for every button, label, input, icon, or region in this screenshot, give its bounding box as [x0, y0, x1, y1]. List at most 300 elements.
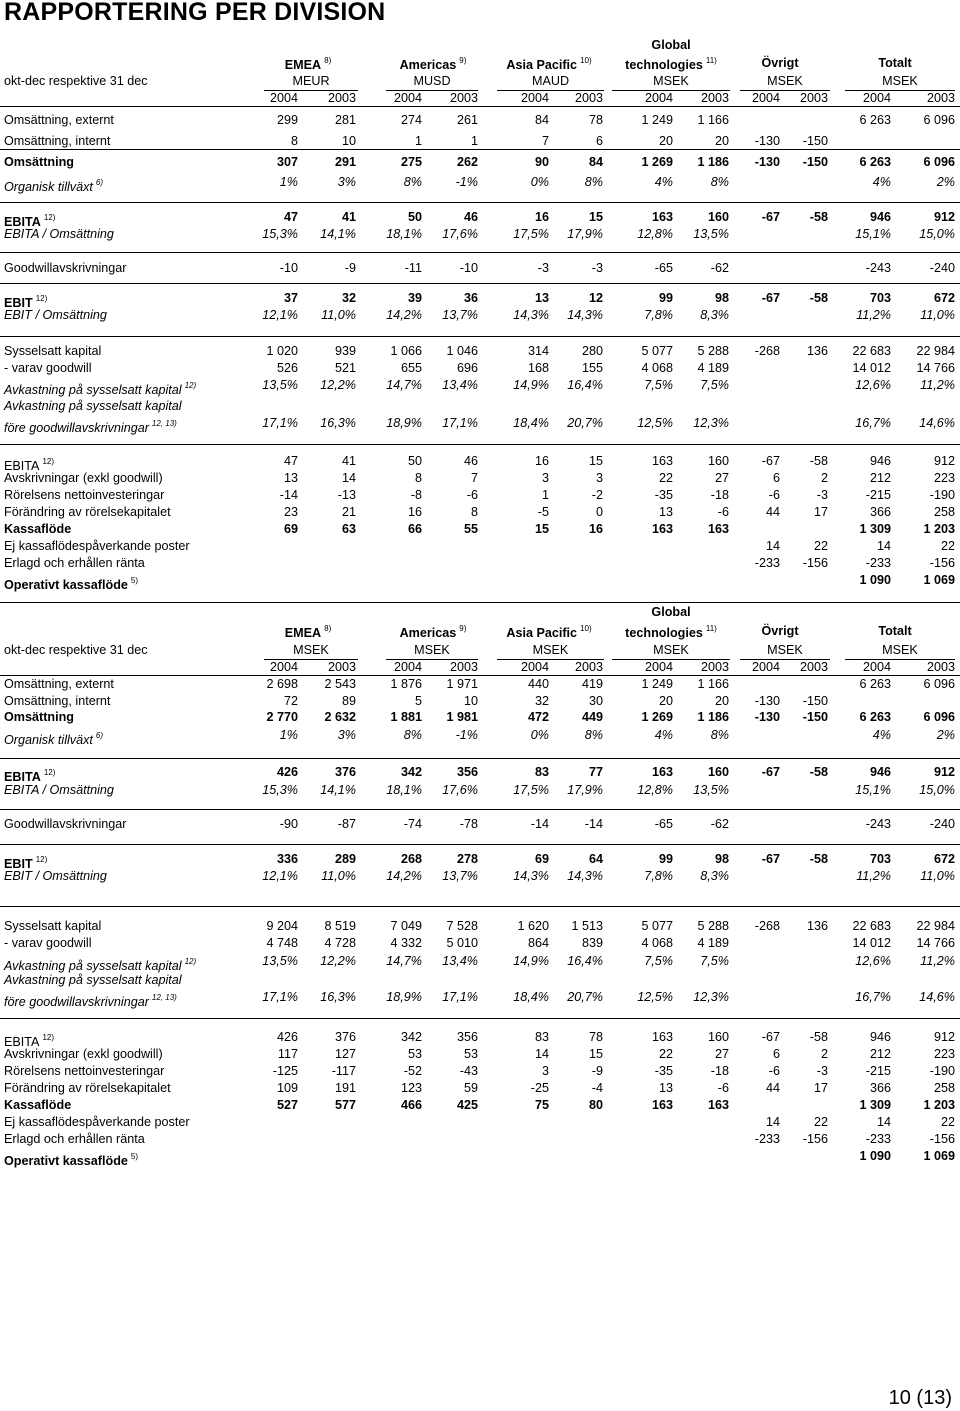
cell-value: -35	[654, 488, 673, 502]
row-label	[4, 676, 114, 693]
cell-value: 13,5%	[262, 954, 298, 968]
unit-label: MSEK	[264, 642, 358, 660]
cell-value: 307	[276, 155, 298, 169]
cell-value: 13	[534, 291, 549, 305]
table-row	[0, 1114, 960, 1131]
cell-value: 14	[341, 471, 356, 485]
cell-value: 6 263	[859, 710, 891, 724]
cell-value: 6	[772, 471, 780, 485]
cell-value: 16,3%	[320, 416, 356, 430]
row-label-text: Erlagd och erhållen ränta	[4, 1132, 145, 1146]
cell-value: 13,5%	[262, 378, 298, 392]
cell-value: 78	[588, 113, 603, 127]
cell-value: 4%	[654, 175, 673, 189]
unit-label: MSEK	[497, 642, 604, 660]
cell-value: 8,3%	[700, 308, 729, 322]
cell-value: -240	[929, 817, 955, 831]
cell-value: 440	[527, 677, 549, 691]
cell-value: 864	[527, 936, 549, 950]
cell-value: -18	[710, 1064, 729, 1078]
cell-value: -3	[816, 1064, 828, 1078]
row-label-text: Operativt kassaflöde	[4, 578, 128, 592]
cell-value: 89	[341, 694, 356, 708]
cell-value: 0%	[530, 175, 549, 189]
year-label: 2003	[327, 660, 356, 674]
cell-value: 13,5%	[693, 783, 729, 797]
cell-value: 2 543	[324, 677, 356, 691]
cell-value: 84	[588, 155, 603, 169]
cell-value: 5 077	[641, 344, 673, 358]
cell-value: 526	[276, 361, 298, 375]
cell-value: 22	[658, 471, 673, 485]
year-label: 2004	[393, 91, 422, 105]
cell-value: 15	[534, 522, 549, 536]
cell-value: 127	[334, 1047, 356, 1061]
cell-value: 44	[765, 1081, 780, 1095]
cell-value: -240	[929, 261, 955, 275]
division-label: Asia Pacific	[506, 626, 578, 640]
cell-value: 47	[283, 210, 298, 224]
cell-value: 356	[456, 765, 478, 779]
cell-value: -233	[754, 1132, 780, 1146]
cell-value: 1 249	[641, 677, 673, 691]
division-footnote: 9)	[459, 56, 467, 65]
cell-value: 1	[414, 134, 422, 148]
cell-value: 123	[400, 1081, 422, 1095]
cell-value: -25	[530, 1081, 549, 1095]
unit-label: MSEK	[740, 73, 830, 91]
cell-value: 12,6%	[855, 378, 891, 392]
unit-label: MSEK	[386, 642, 478, 660]
cell-value: -156	[802, 556, 828, 570]
cell-value: 20,7%	[567, 416, 603, 430]
division-label: EMEA	[284, 58, 322, 72]
row-label-text: Erlagd och erhållen ränta	[4, 556, 145, 570]
cell-value: 17,6%	[442, 783, 478, 797]
cell-value: -58	[809, 291, 828, 305]
cell-value: 22	[940, 1115, 955, 1129]
table-row	[0, 851, 960, 871]
cell-value: -130	[754, 155, 780, 169]
cell-value: 7	[470, 471, 478, 485]
section-rule	[0, 809, 960, 810]
cell-value: 9 204	[266, 919, 298, 933]
cell-value: 912	[933, 765, 955, 779]
row-label-text: Avkastning på sysselsatt kapital	[4, 973, 182, 987]
cell-value: 268	[400, 852, 422, 866]
cell-value: 1 620	[517, 919, 549, 933]
cell-value: 17,6%	[442, 227, 478, 241]
cell-value: 912	[933, 1030, 955, 1044]
cell-value: 44	[765, 505, 780, 519]
cell-value: 11,2%	[856, 869, 891, 883]
cell-value: -190	[929, 488, 955, 502]
cell-value: 356	[456, 1030, 478, 1044]
cell-value: 1 066	[390, 344, 422, 358]
row-label-text: Sysselsatt kapital	[4, 919, 102, 933]
cell-value: 8,3%	[700, 869, 729, 883]
cell-value: 13,4%	[442, 378, 478, 392]
cell-value: 2 632	[324, 710, 356, 724]
cell-value: 8%	[584, 728, 603, 742]
row-label-text: Avskrivningar (exkl goodwill)	[4, 471, 163, 485]
cell-value: 20	[658, 694, 673, 708]
cell-value: 155	[581, 361, 603, 375]
cell-value: 12,6%	[855, 954, 891, 968]
cell-value: -58	[809, 852, 828, 866]
cell-value: 18,1%	[386, 783, 422, 797]
row-label	[4, 918, 101, 935]
cell-value: 15	[588, 210, 603, 224]
cell-value: 6 263	[859, 155, 891, 169]
cell-value: 8	[414, 471, 422, 485]
cell-value: 4 728	[324, 936, 356, 950]
cell-value: 14 012	[852, 361, 891, 375]
row-label-text: före goodwillavskrivningar	[4, 421, 149, 435]
cell-value: 84	[534, 113, 549, 127]
unit-label: MSEK	[612, 73, 730, 91]
row-label	[4, 816, 127, 833]
cell-value: 449	[581, 710, 603, 724]
table-row	[0, 1046, 960, 1063]
cell-value: 212	[869, 1047, 891, 1061]
top-rule	[0, 602, 960, 603]
cell-value: 1 513	[571, 919, 603, 933]
cell-value: 8	[470, 505, 478, 519]
cell-value: 1 069	[923, 573, 955, 587]
cell-value: 13	[658, 1081, 673, 1095]
cell-value: 12,3%	[693, 416, 729, 430]
cell-value: 13	[658, 505, 673, 519]
cell-value: 2	[820, 1047, 828, 1061]
cell-value: 14,9%	[513, 954, 549, 968]
cell-value: 342	[400, 1030, 422, 1044]
cell-value: 299	[276, 113, 298, 127]
row-label-text: - varav goodwill	[4, 936, 92, 950]
cell-value: 8	[290, 134, 298, 148]
row-label-text: före goodwillavskrivningar	[4, 995, 149, 1009]
table-row	[0, 918, 960, 935]
cell-value: 21	[341, 505, 356, 519]
cell-value: 15,3%	[262, 783, 298, 797]
cell-value: 1 166	[697, 113, 729, 127]
cell-value: 46	[463, 454, 478, 468]
cell-value: 7,5%	[644, 378, 673, 392]
cell-value: 17	[813, 505, 828, 519]
cell-value: 163	[651, 210, 673, 224]
cell-value: -215	[865, 488, 891, 502]
cell-value: 3	[541, 1064, 549, 1078]
cell-value: 4 068	[641, 361, 673, 375]
cell-value: 17,1%	[262, 416, 298, 430]
cell-value: 342	[400, 765, 422, 779]
cell-value: -43	[459, 1064, 478, 1078]
table-row	[0, 989, 960, 1009]
unit-label: MSEK	[845, 642, 955, 660]
cell-value: 16,4%	[567, 954, 603, 968]
cell-value: 13	[283, 471, 298, 485]
cell-value: 4%	[872, 175, 891, 189]
cell-value: -35	[654, 1064, 673, 1078]
cell-value: 1 269	[641, 155, 673, 169]
cell-value: 6 096	[923, 155, 955, 169]
year-label: 2003	[574, 660, 603, 674]
division-label: Totalt	[878, 624, 912, 638]
cell-value: 7,5%	[700, 954, 729, 968]
cell-value: 14,1%	[320, 783, 356, 797]
cell-value: 4 748	[266, 936, 298, 950]
cell-value: -268	[754, 344, 780, 358]
cell-value: 32	[534, 694, 549, 708]
division-name	[825, 624, 960, 638]
cell-value: 3%	[337, 175, 356, 189]
division-name-line1: Global	[651, 605, 691, 619]
cell-value: 655	[400, 361, 422, 375]
row-label-text: Förändring av rörelsekapitalet	[4, 505, 171, 519]
cell-value: -6	[768, 1064, 780, 1078]
cell-value: 17,1%	[262, 990, 298, 1004]
cell-value: 1 881	[390, 710, 422, 724]
row-label-text: Omsättning, externt	[4, 113, 114, 127]
cell-value: 10	[341, 134, 356, 148]
cell-value: -268	[754, 919, 780, 933]
row-label-text: Operativt kassaflöde	[4, 1154, 128, 1168]
cell-value: 15	[588, 1047, 603, 1061]
cell-value: -243	[865, 261, 891, 275]
row-footnote: 6)	[95, 731, 104, 740]
cell-value: 14 012	[852, 936, 891, 950]
cell-value: 12,3%	[693, 990, 729, 1004]
cell-value: 18,4%	[513, 990, 549, 1004]
cell-value: 14	[534, 1047, 549, 1061]
row-label	[4, 727, 103, 749]
cell-value: -6	[717, 1081, 729, 1095]
cell-value: -125	[272, 1064, 298, 1078]
cell-value: 12	[588, 291, 603, 305]
cell-value: 163	[651, 1098, 673, 1112]
cell-value: 109	[276, 1081, 298, 1095]
cell-value: 14,3%	[567, 308, 603, 322]
cell-value: 2 770	[266, 710, 298, 724]
row-footnote: 5)	[130, 576, 139, 585]
cell-value: 1 090	[859, 573, 891, 587]
row-footnote: 12)	[42, 457, 55, 466]
unit-label: MSEK	[845, 73, 955, 91]
row-label-text: Goodwillavskrivningar	[4, 261, 127, 275]
cell-value: -6	[768, 488, 780, 502]
cell-value: 5 077	[641, 919, 673, 933]
cell-value: 2%	[936, 175, 955, 189]
row-footnote: 12)	[35, 294, 48, 303]
cell-value: 946	[869, 1030, 891, 1044]
unit-label: MEUR	[264, 73, 358, 91]
cell-value: 14,3%	[513, 869, 549, 883]
cell-value: 17,9%	[567, 227, 603, 241]
row-label	[4, 1063, 164, 1080]
row-label-text: EBIT	[4, 296, 33, 310]
cell-value: 946	[869, 454, 891, 468]
cell-value: 12,5%	[637, 416, 673, 430]
cell-value: 6 263	[859, 677, 891, 691]
cell-value: -67	[761, 454, 780, 468]
division-label: Americas	[399, 626, 457, 640]
row-label-text: Omsättning, internt	[4, 694, 111, 708]
table-row	[0, 693, 960, 710]
cell-value: 946	[869, 210, 891, 224]
row-footnote: 12)	[42, 1033, 55, 1042]
cell-value: 14,3%	[513, 308, 549, 322]
cell-value: 17	[813, 1081, 828, 1095]
cell-value: 291	[334, 155, 356, 169]
cell-value: 99	[658, 291, 673, 305]
cell-value: 6 096	[923, 710, 955, 724]
cell-value: 336	[276, 852, 298, 866]
cell-value: 15,3%	[262, 227, 298, 241]
cell-value: -3	[537, 261, 549, 275]
cell-value: 22	[813, 539, 828, 553]
cell-value: 46	[463, 210, 478, 224]
table-row	[0, 1097, 960, 1114]
cell-value: 16,7%	[855, 416, 891, 430]
row-label	[4, 1080, 171, 1097]
cell-value: 1 971	[446, 677, 478, 691]
year-label: 2004	[269, 660, 298, 674]
cell-value: 3	[541, 471, 549, 485]
cell-value: 15	[588, 454, 603, 468]
table-row	[0, 676, 960, 693]
cell-value: 14 766	[916, 936, 955, 950]
cell-value: 1	[541, 488, 549, 502]
cell-value: 11,2%	[856, 308, 891, 322]
division-label: Totalt	[878, 56, 912, 70]
row-label-text: EBITA / Omsättning	[4, 227, 114, 241]
cell-value: 17,9%	[567, 783, 603, 797]
row-label-text: Organisk tillväxt	[4, 733, 93, 747]
row-label	[4, 1046, 163, 1063]
cell-value: 15,1%	[855, 227, 891, 241]
cell-value: 1 186	[697, 710, 729, 724]
cell-value: -18	[710, 488, 729, 502]
cell-value: -233	[865, 556, 891, 570]
cell-value: 2	[820, 471, 828, 485]
cell-value: 12,1%	[262, 869, 298, 883]
cell-value: 366	[869, 1081, 891, 1095]
cell-value: -90	[279, 817, 298, 831]
table-row	[0, 727, 960, 747]
cell-value: -5	[537, 505, 549, 519]
cell-value: 13,5%	[693, 227, 729, 241]
cell-value: -67	[761, 291, 780, 305]
cell-value: 527	[276, 1098, 298, 1112]
unit-label: MSEK	[740, 642, 830, 660]
year-label: 2004	[644, 660, 673, 674]
row-label	[4, 868, 107, 885]
year-label: 2004	[862, 91, 891, 105]
year-label: 2003	[700, 91, 729, 105]
cell-value: -2	[591, 488, 603, 502]
cell-value: 22	[813, 1115, 828, 1129]
division-footnote: 8)	[324, 56, 332, 65]
cell-value: 64	[588, 852, 603, 866]
cell-value: -1%	[455, 728, 478, 742]
cell-value: 55	[463, 522, 478, 536]
cell-value: 466	[400, 1098, 422, 1112]
cell-value: 5	[414, 694, 422, 708]
cell-value: 7,5%	[644, 954, 673, 968]
row-footnote: 12, 13)	[151, 419, 177, 428]
cell-value: -6	[717, 505, 729, 519]
cell-value: 11,0%	[920, 869, 955, 883]
cell-value: 163	[707, 1098, 729, 1112]
cell-value: 12,8%	[637, 227, 673, 241]
cell-value: 69	[534, 852, 549, 866]
cell-value: -130	[754, 694, 780, 708]
year-label: 2003	[799, 660, 828, 674]
cell-value: 50	[407, 210, 422, 224]
row-label-text: Omsättning	[4, 155, 74, 169]
cell-value: 1 203	[923, 522, 955, 536]
cell-value: -3	[591, 261, 603, 275]
cell-value: 14,3%	[567, 869, 603, 883]
cell-value: 8%	[403, 728, 422, 742]
cell-value: 78	[588, 1030, 603, 1044]
cell-value: -9	[591, 1064, 603, 1078]
cell-value: 426	[276, 1030, 298, 1044]
cell-value: -243	[865, 817, 891, 831]
period-label-text: okt-dec respektive 31 dec	[4, 643, 148, 657]
cell-value: 1 069	[923, 1149, 955, 1163]
cell-value: 1	[470, 134, 478, 148]
cell-value: 14,2%	[386, 308, 422, 322]
cell-value: -67	[761, 765, 780, 779]
row-label-line1	[0, 972, 960, 989]
cell-value: 13,7%	[442, 869, 478, 883]
cell-value: 20	[658, 134, 673, 148]
cell-value: 703	[869, 291, 891, 305]
cell-value: 18,9%	[386, 416, 422, 430]
row-label-text: EBIT	[4, 857, 33, 871]
cell-value: 2%	[936, 728, 955, 742]
cell-value: -62	[710, 261, 729, 275]
cell-value: 63	[341, 522, 356, 536]
cell-value: 672	[933, 291, 955, 305]
row-label-text: Sysselsatt kapital	[4, 344, 102, 358]
cell-value: 0%	[530, 728, 549, 742]
cell-value: -58	[809, 765, 828, 779]
cell-value: 98	[714, 291, 729, 305]
division-name	[479, 624, 619, 640]
cell-value: 23	[283, 505, 298, 519]
row-footnote: 5)	[130, 1152, 139, 1161]
cell-value: 212	[869, 471, 891, 485]
cell-value: 37	[283, 291, 298, 305]
cell-value: 16	[588, 522, 603, 536]
row-label-text: EBITA	[4, 215, 41, 229]
cell-value: -156	[929, 1132, 955, 1146]
cell-value: 59	[463, 1081, 478, 1095]
row-label-text: Avkastning på sysselsatt kapital	[4, 383, 182, 397]
cell-value: 16,4%	[567, 378, 603, 392]
cell-value: 36	[463, 291, 478, 305]
cell-value: 262	[456, 155, 478, 169]
cell-value: 1 269	[641, 710, 673, 724]
cell-value: 4%	[654, 728, 673, 742]
division-footnote: 8)	[324, 624, 332, 633]
cell-value: 3%	[337, 728, 356, 742]
unit-label: MAUD	[497, 73, 604, 91]
cell-value: 314	[527, 344, 549, 358]
row-footnote: 12)	[184, 957, 197, 966]
